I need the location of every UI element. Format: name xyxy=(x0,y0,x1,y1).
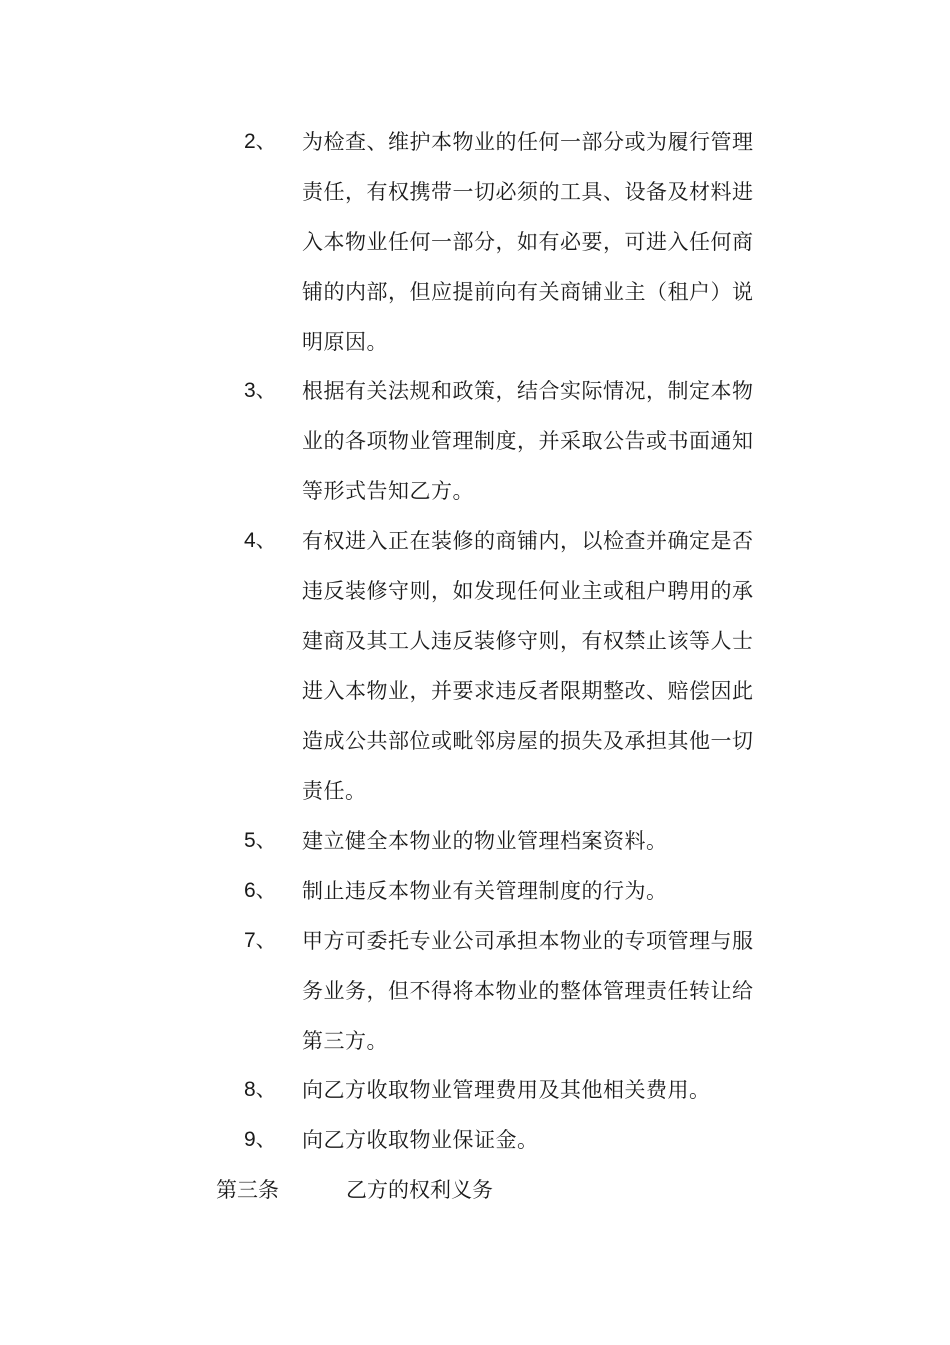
text-line: 务业务，但不得将本物业的整体管理责任转让给 xyxy=(302,979,754,1003)
article-heading xyxy=(216,1165,493,1215)
text-line: 入本物业任何一部分，如有必要，可进入任何商 xyxy=(302,230,754,254)
text-line: 责任，有权携带一切必须的工具、设备及材料进 xyxy=(302,180,754,204)
text-line: 铺的内部，但应提前向有关商铺业主（租户）说 xyxy=(302,280,754,304)
item-text xyxy=(302,117,764,367)
item-number: 9、 xyxy=(244,1128,277,1151)
text-line: 进入本物业，并要求违反者限期整改、赔偿因此 xyxy=(302,679,754,703)
item-number: 6、 xyxy=(244,879,277,902)
item-text xyxy=(302,866,764,916)
text-line: 根据有关法规和政策，结合实际情况，制定本物 xyxy=(302,379,754,403)
text-line: 建立健全本物业的物业管理档案资料。 xyxy=(302,829,668,853)
item-text xyxy=(302,816,764,866)
text-line: 制止违反本物业有关管理制度的行为。 xyxy=(302,879,668,903)
item-number: 8、 xyxy=(244,1078,277,1101)
item-number: 3、 xyxy=(244,379,277,402)
item-text xyxy=(302,366,764,516)
item-number: 5、 xyxy=(244,829,277,852)
article-title: 乙方的权利义务 xyxy=(346,1178,493,1202)
text-line: 责任。 xyxy=(302,779,367,803)
item-text xyxy=(302,516,764,816)
text-line: 甲方可委托专业公司承担本物业的专项管理与服 xyxy=(302,929,754,953)
item-text xyxy=(302,916,764,1066)
text-line: 业的各项物业管理制度，并采取公告或书面通知 xyxy=(302,429,754,453)
text-line: 造成公共部位或毗邻房屋的损失及承担其他一切 xyxy=(302,729,754,753)
item-text xyxy=(302,1115,764,1165)
text-line: 明原因。 xyxy=(302,330,388,354)
text-line: 为检查、维护本物业的任何一部分或为履行管理 xyxy=(302,130,754,154)
text-line: 违反装修守则，如发现任何业主或租户聘用的承 xyxy=(302,579,754,603)
text-line: 向乙方收取物业管理费用及其他相关费用。 xyxy=(302,1078,711,1102)
item-number: 7、 xyxy=(244,929,277,952)
item-number: 2、 xyxy=(244,130,277,153)
text-line: 有权进入正在装修的商铺内，以检查并确定是否 xyxy=(302,529,754,553)
text-line: 向乙方收取物业保证金。 xyxy=(302,1128,539,1152)
item-text xyxy=(302,1065,764,1115)
item-number: 4、 xyxy=(244,529,277,552)
text-line: 建商及其工人违反装修守则，有权禁止该等人士 xyxy=(302,629,754,653)
text-line: 第三方。 xyxy=(302,1029,388,1053)
text-line: 等形式告知乙方。 xyxy=(302,479,474,503)
article-label: 第三条 xyxy=(216,1178,279,1202)
